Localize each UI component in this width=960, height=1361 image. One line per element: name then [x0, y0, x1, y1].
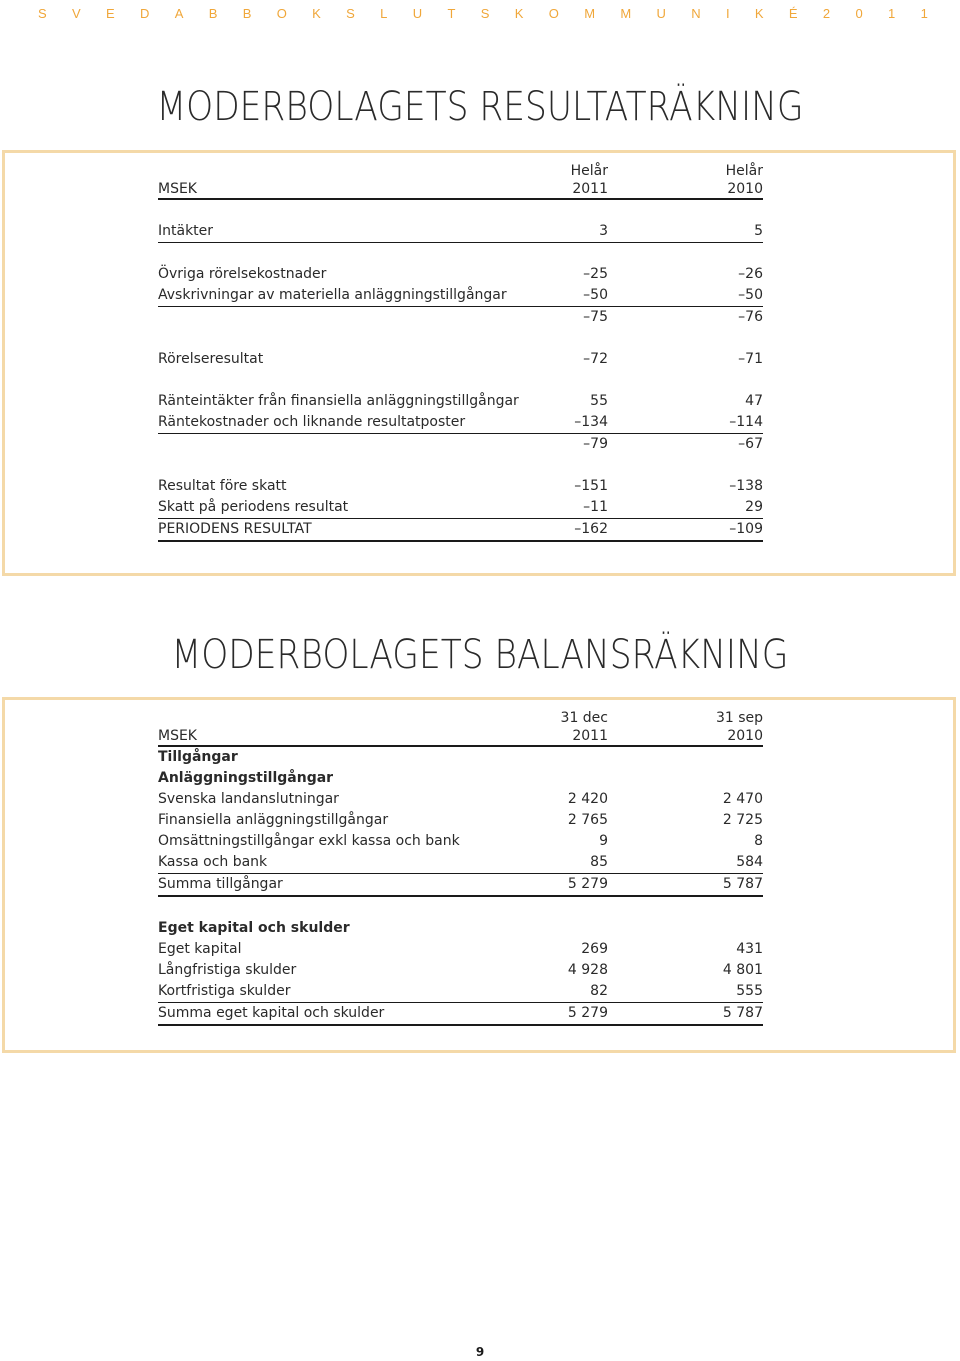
row-value-2010: 555 [608, 981, 763, 1003]
row-label: Summa tillgångar [158, 874, 528, 897]
section-heading-assets: Tillgångar [158, 749, 238, 765]
row-label: Kassa och bank [158, 852, 528, 874]
row-value-2010: –138 [729, 478, 763, 494]
header-letter: T [447, 6, 456, 21]
header-letter: S [38, 6, 47, 21]
row-value-2010: 47 [745, 393, 763, 409]
row-value-2011: 2 765 [567, 812, 608, 828]
header-title [38, 6, 928, 21]
table-row [158, 476, 763, 497]
row-label: Skatt på periodens resultat [158, 497, 528, 519]
header-letter: O [276, 6, 287, 21]
row-value-2011: –151 [574, 478, 608, 494]
row-value-2010: –109 [608, 519, 763, 542]
row-value-2011: 82 [528, 981, 608, 1003]
section-heading-row [158, 746, 763, 768]
row-value-2011: –75 [583, 309, 608, 325]
total-equity-liabilities-row [158, 1003, 763, 1026]
row-label: Avskrivningar av materiella anläggningstillgångar [158, 285, 528, 307]
row-label: Svenska landanslutningar [158, 791, 339, 807]
table-row [158, 831, 763, 852]
header-letter: I [725, 6, 730, 21]
col1-header-year: 2011 [528, 180, 608, 199]
row-value-2011: 85 [528, 852, 608, 874]
header-letter: K [312, 6, 321, 21]
row-label: Övriga rörelsekostnader [158, 266, 327, 282]
col2-header-top: 31 sep [715, 710, 763, 726]
balance-sheet-title: MODERBOLAGETS BALANSRÄKNING [171, 632, 789, 678]
row-label [158, 307, 528, 329]
subtotal-row [158, 434, 763, 456]
table-row [158, 349, 763, 370]
row-label: Eget kapital [158, 941, 242, 957]
row-label: Resultat före skatt [158, 478, 287, 494]
table-row [158, 789, 763, 810]
header-letter: B [242, 6, 252, 21]
header-letter: 2 [822, 6, 831, 21]
row-value-2010: 5 787 [608, 1003, 763, 1026]
col1-header-year: 2011 [528, 727, 608, 746]
income-statement-title: MODERBOLAGETS RESULTATRÄKNING [156, 84, 804, 130]
section-heading-equity-liabilities: Eget kapital och skulder [158, 920, 350, 936]
table-header-row [158, 727, 763, 746]
row-label: Kortfristiga skulder [158, 981, 528, 1003]
header-letter: V [72, 6, 81, 21]
table-row [158, 852, 763, 874]
header-letter: D [140, 6, 150, 21]
row-label: Omsättningstillgångar exkl kassa och bank [158, 833, 460, 849]
table-row [158, 221, 763, 243]
header-letter: N [691, 6, 701, 21]
header-letter: M [620, 6, 632, 21]
page-number: 9 [475, 1345, 485, 1359]
row-value-2011: 5 279 [528, 874, 608, 897]
balance-sheet-table [158, 709, 763, 1026]
header-letter: U [412, 6, 423, 21]
table-row [158, 960, 763, 981]
row-value-2011: –72 [583, 351, 608, 367]
table-row [158, 810, 763, 831]
row-value-2011: –134 [528, 412, 608, 434]
header-letter: U [656, 6, 666, 21]
row-value-2011: 5 279 [528, 1003, 608, 1026]
row-label: Räntekostnader och liknande resultatposter [158, 412, 528, 434]
row-value-2010: 2 470 [722, 791, 763, 807]
row-value-2010: 2 725 [722, 812, 763, 828]
row-value-2010: –26 [738, 266, 763, 282]
row-value-2011: 9 [599, 833, 608, 849]
table-row [158, 497, 763, 519]
row-value-2010: –114 [608, 412, 763, 434]
table-row [158, 981, 763, 1003]
header-letter: L [380, 6, 388, 21]
row-value-2010: 431 [736, 941, 763, 957]
header-letter: 1 [888, 6, 896, 21]
unit-label: MSEK [158, 727, 528, 746]
total-assets-row [158, 874, 763, 897]
table-header-row [158, 162, 763, 180]
row-value-2010: 29 [608, 497, 763, 519]
row-value-2011: 4 928 [567, 962, 608, 978]
header-letter: K [754, 6, 764, 21]
row-value-2011: –162 [528, 519, 608, 542]
header-letter: 1 [920, 6, 928, 21]
col2-header-year: 2010 [608, 180, 763, 199]
col1-header-top: Helår [570, 163, 608, 179]
row-value-2010: 5 [608, 221, 763, 243]
row-value-2011: –79 [583, 436, 608, 452]
row-label: Ränteintäkter från finansiella anläggningstillgångar [158, 393, 519, 409]
net-result-row [158, 519, 763, 542]
subtotal-row [158, 307, 763, 329]
col1-header-top: 31 dec [560, 710, 608, 726]
row-value-2010: 584 [608, 852, 763, 874]
table-header-row [158, 180, 763, 199]
row-value-2010: 5 787 [608, 874, 763, 897]
row-label: Långfristiga skulder [158, 962, 297, 978]
header-letter: M [584, 6, 596, 21]
row-value-2010: 8 [754, 833, 763, 849]
header-letter: S [480, 6, 490, 21]
header-letter: B [208, 6, 218, 21]
table-header-row [158, 709, 763, 727]
row-label: Intäkter [158, 221, 528, 243]
section-heading-row [158, 768, 763, 789]
row-value-2011: –11 [528, 497, 608, 519]
unit-label: MSEK [158, 180, 528, 199]
header-letter: 0 [855, 6, 863, 21]
table-row [158, 285, 763, 307]
header-letter: É [788, 6, 798, 21]
row-value-2011: 2 420 [567, 791, 608, 807]
row-label [158, 434, 528, 456]
table-row [158, 391, 763, 412]
row-label: Summa eget kapital och skulder [158, 1003, 528, 1026]
table-row [158, 939, 763, 960]
row-value-2011: 55 [590, 393, 608, 409]
row-value-2010: 4 801 [722, 962, 763, 978]
section-heading-row [158, 918, 763, 939]
header-letter: O [548, 6, 559, 21]
header-letter: S [346, 6, 355, 21]
row-value-2011: –25 [583, 266, 608, 282]
col2-header-top: Helår [725, 163, 763, 179]
row-value-2010: –71 [738, 351, 763, 367]
header-letter: E [106, 6, 115, 21]
section-heading-fixed-assets: Anläggningstillgångar [158, 770, 334, 786]
page-header [0, 0, 960, 30]
row-label: PERIODENS RESULTAT [158, 519, 528, 542]
row-value-2010: –50 [608, 285, 763, 307]
row-value-2011: –50 [528, 285, 608, 307]
row-label: Finansiella anläggningstillgångar [158, 812, 389, 828]
table-row [158, 264, 763, 285]
income-statement-table [158, 162, 763, 542]
row-label: Rörelseresultat [158, 351, 264, 367]
col2-header-year: 2010 [608, 727, 763, 746]
table-row [158, 412, 763, 434]
row-value-2010: –76 [738, 309, 763, 325]
row-value-2010: –67 [738, 436, 763, 452]
header-letter: K [514, 6, 524, 21]
row-value-2011: 3 [528, 221, 608, 243]
row-value-2011: 269 [581, 941, 608, 957]
header-letter: A [174, 6, 184, 21]
